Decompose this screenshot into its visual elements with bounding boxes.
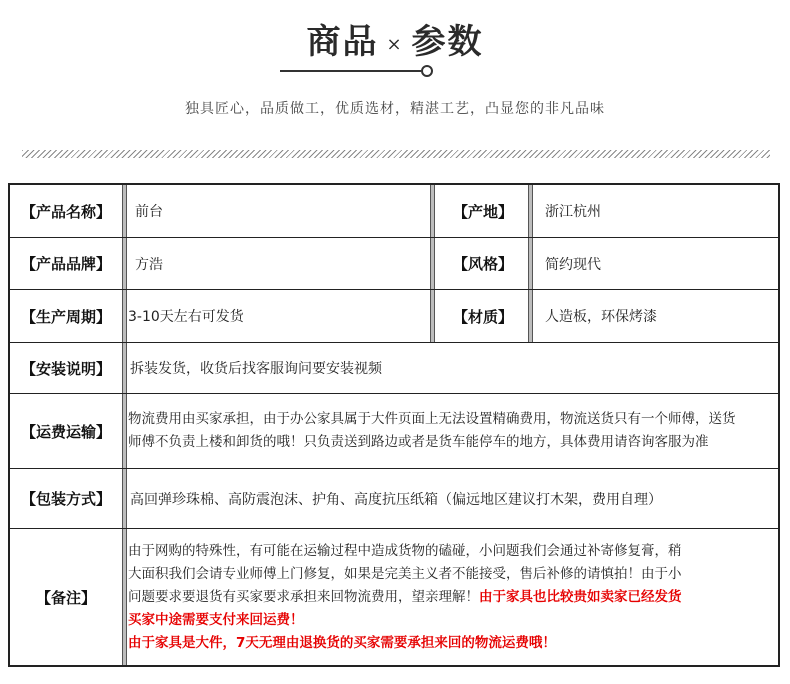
label-package: 【包装方式】 bbox=[20, 490, 111, 508]
label-brand: 【产品品牌】 bbox=[20, 255, 111, 273]
column-divider bbox=[122, 529, 127, 665]
column-divider bbox=[122, 290, 127, 342]
label-style: 【风格】 bbox=[452, 255, 513, 273]
column-divider bbox=[430, 185, 435, 237]
column-divider bbox=[430, 238, 435, 289]
value-install: 拆装发货，收货后找客服询问要安装视频 bbox=[130, 361, 382, 377]
column-divider bbox=[122, 238, 127, 289]
label-install: 【安装说明】 bbox=[20, 359, 111, 378]
label-notes: 【备注】 bbox=[35, 588, 96, 607]
title-underline bbox=[280, 70, 421, 72]
shipping-line-2: 师傅不负责上楼和卸货的哦！只负责送到路边或者是货车能停车的地方，具体费用请咨询客服为准 bbox=[128, 434, 709, 450]
notes-line-2: 大面积我们会请专业师傅上门修复，如果是完美主义者不能接受，售后补修的请慎拍！由于小 bbox=[128, 565, 682, 582]
label-origin: 【产地】 bbox=[452, 202, 513, 221]
value-style: 简约现代 bbox=[545, 256, 601, 273]
value-production-cycle: 3-10天左右可发货 bbox=[128, 309, 244, 325]
column-divider bbox=[122, 343, 127, 393]
notes-line-3 bbox=[128, 586, 768, 609]
title-dot-icon bbox=[421, 65, 433, 77]
value-product-name: 前台 bbox=[135, 204, 163, 220]
subtitle: 独具匠心，品质做工，优质选材，精湛工艺，凸显您的非凡品味 bbox=[185, 101, 605, 117]
table-row-name bbox=[10, 185, 778, 238]
notes-line-5: 由于家具是大件，7天无理由退换货的买家需要承担来回的物流运费哦！ bbox=[128, 634, 556, 651]
notes-line-3a: 问题要求要退货有买家要求承担来回物流费用，望亲理解！ bbox=[128, 588, 479, 605]
label-production-cycle: 【生产周期】 bbox=[20, 307, 111, 326]
value-origin: 浙江杭州 bbox=[545, 204, 601, 220]
value-brand: 方浩 bbox=[135, 256, 163, 273]
value-notes bbox=[128, 529, 768, 665]
column-divider bbox=[430, 290, 435, 342]
value-material: 人造板，环保烤漆 bbox=[545, 309, 657, 325]
notes-line-4: 买家中途需要支付来回运费！ bbox=[128, 611, 304, 628]
table-row-notes bbox=[10, 529, 778, 665]
hatch-divider bbox=[22, 150, 770, 158]
column-divider bbox=[122, 185, 127, 237]
table-row-shipping bbox=[10, 394, 778, 469]
label-material: 【材质】 bbox=[452, 307, 513, 326]
column-divider bbox=[122, 394, 127, 468]
value-package: 高回弹珍珠棉、高防震泡沫、护角、高度抗压纸箱（偏远地区建议打木架，费用自理） bbox=[130, 491, 662, 508]
label-shipping: 【运费运输】 bbox=[20, 422, 111, 441]
column-divider bbox=[528, 290, 533, 342]
column-divider bbox=[528, 238, 533, 289]
value-shipping bbox=[128, 394, 768, 468]
table-row-brand bbox=[10, 238, 778, 290]
page-title bbox=[306, 14, 483, 63]
shipping-line-1: 物流费用由买家承担，由于办公家具属于大件页面上无法设置精确费用，物流送货只有一个师傅，送货 bbox=[128, 411, 736, 427]
column-divider bbox=[122, 469, 127, 528]
title-right: 参数 bbox=[411, 22, 484, 62]
table-row-cycle bbox=[10, 290, 778, 343]
params-table bbox=[8, 183, 780, 667]
table-row-install bbox=[10, 343, 778, 394]
label-product-name: 【产品名称】 bbox=[20, 202, 111, 221]
title-left: 商品 bbox=[306, 22, 379, 62]
notes-line-1: 由于网购的特殊性，有可能在运输过程中造成货物的磕碰，小问题我们会通过补寄修复膏，稍 bbox=[128, 542, 682, 559]
table-row-package bbox=[10, 469, 778, 529]
notes-line-3b: 由于家具也比较贵如卖家已经发货 bbox=[479, 588, 682, 605]
title-separator: × bbox=[386, 34, 404, 55]
column-divider bbox=[528, 185, 533, 237]
